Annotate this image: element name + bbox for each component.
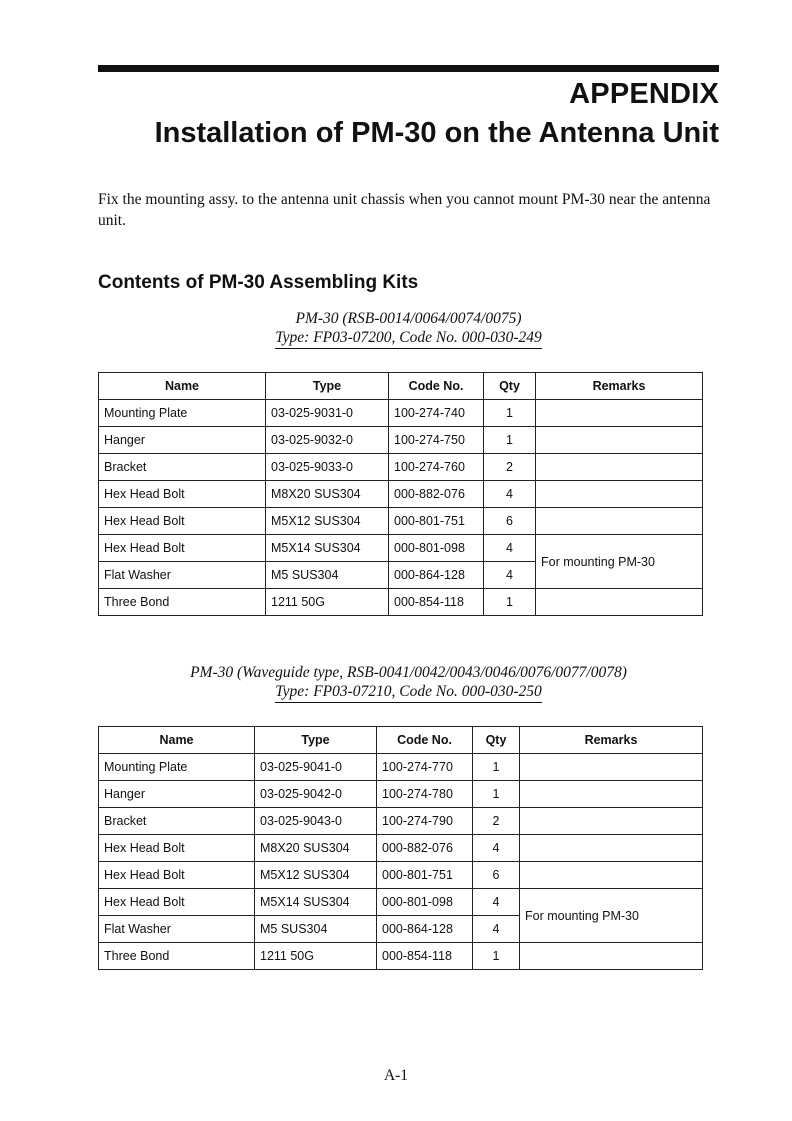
cell-remarks [536,589,703,616]
cell-qty: 1 [473,754,520,781]
cell-qty: 4 [473,835,520,862]
cell-qty: 1 [484,427,536,454]
table-row [99,481,703,508]
cell-name: Three Bond [99,943,255,970]
header-code: Code No. [377,727,473,754]
cell-qty: 4 [484,535,536,562]
cell-type: 03-025-9033-0 [266,454,389,481]
kit-table-2 [98,726,703,970]
cell-remarks [536,481,703,508]
cell-type: 1211 50G [266,589,389,616]
cell-name: Hanger [99,781,255,808]
section-heading: Contents of PM-30 Assembling Kits [98,272,419,293]
cell-remarks [520,754,703,781]
cell-qty: 1 [473,781,520,808]
table-row [99,781,703,808]
cell-type: 1211 50G [255,943,377,970]
cell-type: M5X12 SUS304 [266,508,389,535]
cell-name: Mounting Plate [99,400,266,427]
cell-code: 000-801-098 [377,889,473,916]
cell-qty: 2 [473,808,520,835]
cell-remarks [536,427,703,454]
cell-type: 03-025-9041-0 [255,754,377,781]
cell-remarks [520,862,703,889]
page-number: A-1 [383,1067,409,1084]
cell-remarks [520,808,703,835]
cell-type: M8X20 SUS304 [266,481,389,508]
cell-code: 000-882-076 [389,481,484,508]
cell-type: M8X20 SUS304 [255,835,377,862]
table2-caption-line2: Type: FP03-07210, Code No. 000-030-250 [275,682,542,703]
table2-caption [98,663,719,703]
cell-code: 100-274-740 [389,400,484,427]
table-row [99,589,703,616]
cell-name: Hex Head Bolt [99,508,266,535]
cell-remarks [536,400,703,427]
cell-code: 000-854-118 [377,943,473,970]
top-rule [98,65,719,72]
cell-name: Hex Head Bolt [99,535,266,562]
header-remarks: Remarks [520,727,703,754]
kit-table-1 [98,372,703,616]
table-row [99,862,703,889]
cell-remarks [536,508,703,535]
table-row [99,427,703,454]
cell-name: Bracket [99,808,255,835]
header-name: Name [99,727,255,754]
cell-qty: 1 [473,943,520,970]
cell-qty: 4 [484,562,536,589]
cell-qty: 1 [484,589,536,616]
table2-caption-line1: PM-30 (Waveguide type, RSB-0041/0042/0043/0046/0076/0077/0078) [190,664,627,681]
cell-name: Hanger [99,427,266,454]
cell-type: M5X12 SUS304 [255,862,377,889]
cell-type: M5 SUS304 [255,916,377,943]
cell-code: 000-801-751 [377,862,473,889]
cell-type: 03-025-9031-0 [266,400,389,427]
cell-remarks [536,454,703,481]
cell-qty: 4 [484,481,536,508]
header-type: Type [266,373,389,400]
header-qty: Qty [484,373,536,400]
cell-name: Three Bond [99,589,266,616]
header-name: Name [99,373,266,400]
table1-caption-line2: Type: FP03-07200, Code No. 000-030-249 [275,328,542,349]
cell-code: 100-274-770 [377,754,473,781]
table1-caption [98,309,719,349]
cell-qty: 4 [473,916,520,943]
cell-qty: 6 [484,508,536,535]
table1-caption-line1: PM-30 (RSB-0014/0064/0074/0075) [295,310,522,327]
cell-name: Hex Head Bolt [99,889,255,916]
table-row [99,754,703,781]
cell-name: Hex Head Bolt [99,835,255,862]
cell-code: 000-801-098 [389,535,484,562]
cell-name: Flat Washer [99,562,266,589]
cell-remarks [520,835,703,862]
intro-paragraph: Fix the mounting assy. to the antenna unit chassis when you cannot mount PM-30 near the antenna unit. [98,191,711,229]
cell-name: Hex Head Bolt [99,481,266,508]
cell-qty: 4 [473,889,520,916]
cell-remarks-merged: For mounting PM-30 [520,889,703,943]
cell-code: 000-864-128 [389,562,484,589]
table-row [99,889,703,916]
table-row [99,835,703,862]
header-qty: Qty [473,727,520,754]
table-header-row [99,373,703,400]
cell-name: Hex Head Bolt [99,862,255,889]
cell-code: 000-854-118 [389,589,484,616]
cell-qty: 2 [484,454,536,481]
cell-code: 100-274-790 [377,808,473,835]
cell-name: Mounting Plate [99,754,255,781]
cell-code: 000-882-076 [377,835,473,862]
cell-remarks-merged: For mounting PM-30 [536,535,703,589]
cell-remarks [520,943,703,970]
cell-type: 03-025-9042-0 [255,781,377,808]
cell-code: 100-274-760 [389,454,484,481]
table-header-row [99,727,703,754]
cell-remarks [520,781,703,808]
cell-code: 000-801-751 [389,508,484,535]
table-row [99,535,703,562]
cell-code: 100-274-780 [377,781,473,808]
page-title: Installation of PM-30 on the Antenna Unit [154,117,719,149]
cell-code: 100-274-750 [389,427,484,454]
cell-qty: 1 [484,400,536,427]
table-row [99,508,703,535]
table-row [99,400,703,427]
header-type: Type [255,727,377,754]
cell-type: 03-025-9043-0 [255,808,377,835]
table-row [99,943,703,970]
cell-name: Bracket [99,454,266,481]
cell-name: Flat Washer [99,916,255,943]
cell-type: M5X14 SUS304 [255,889,377,916]
appendix-heading: APPENDIX [569,78,719,110]
cell-type: M5X14 SUS304 [266,535,389,562]
header-code: Code No. [389,373,484,400]
cell-qty: 6 [473,862,520,889]
header-remarks: Remarks [536,373,703,400]
cell-code: 000-864-128 [377,916,473,943]
cell-type: M5 SUS304 [266,562,389,589]
table-row [99,808,703,835]
table-row [99,454,703,481]
cell-type: 03-025-9032-0 [266,427,389,454]
